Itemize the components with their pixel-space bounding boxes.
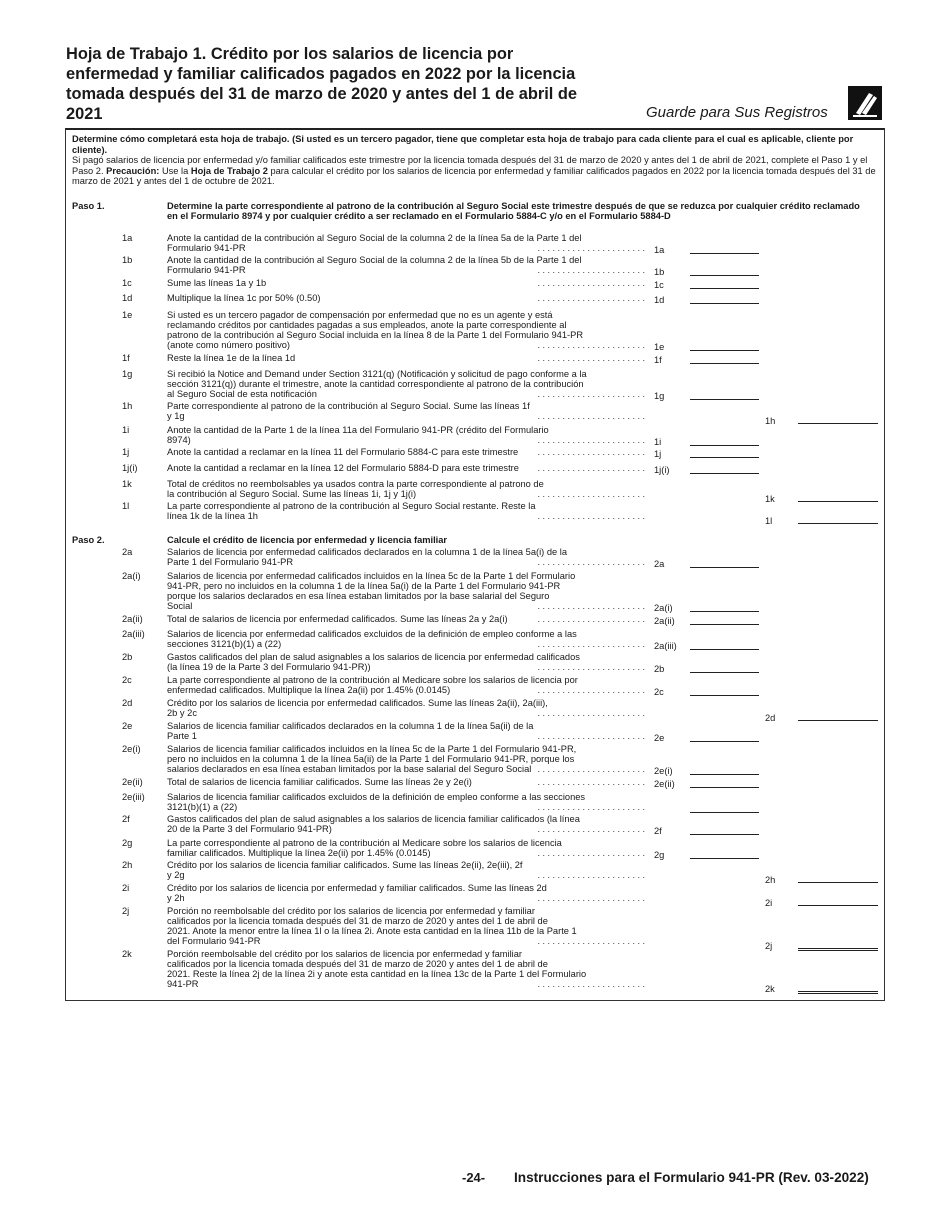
line-ref: 2e(i)	[654, 766, 673, 776]
line-ref: 1l	[765, 516, 773, 526]
line-1i	[0, 425, 950, 445]
step2-label: Paso 2.	[72, 535, 105, 545]
line-ref: 2k	[765, 984, 775, 994]
step2-heading: Calcule el crédito de licencia por enfermedad y licencia familiar	[167, 535, 448, 545]
amount-field[interactable]	[798, 981, 878, 994]
amount-field[interactable]	[690, 278, 759, 289]
amount-field[interactable]	[690, 639, 759, 650]
line-text: La parte correspondiente al patrono de la contribución al Seguro Social restante. Reste la línea 1k de la línea 1h	[167, 501, 536, 521]
line-number: 2g	[122, 838, 133, 848]
line-text: Gastos calificados del plan de salud asignables a los salarios de licencia familiar calificados (la línea 20 de la Parte 3 del Formulario 941-PR)	[167, 814, 580, 834]
line-2e(i)	[0, 744, 950, 774]
amount-field[interactable]	[690, 389, 759, 400]
line-number: 2a(iii)	[122, 629, 145, 639]
line-text: Salarios de licencia familiar calificados declarados en la columna 1 de la línea 5a(ii) de la Parte 1	[167, 721, 534, 741]
amount-field[interactable]	[798, 513, 878, 524]
step1-heading: Determine la parte correspondiente al patrono de la contribución al Seguro Social este trimestre después de que se reduzca por cualquier crédito reclamado en el Formulario 8974 y por cualquier crédito a ser reclamado en el Formulario 5884-C y/o en el Formulario 5884-D	[167, 201, 860, 221]
line-ref: 1k	[765, 494, 775, 504]
line-text: Crédito por los salarios de licencia por enfermedad y familiar calificados. Sume las líneas 2d y 2h	[167, 883, 547, 903]
line-text: Multiplique la línea 1c por 50% (0.50)	[167, 293, 321, 303]
leader-dots: . . . . . . . . . . . . . . . . . . . . . .	[537, 802, 645, 812]
line-ref: 1h	[765, 416, 776, 426]
amount-field[interactable]	[690, 685, 759, 696]
line-ref: 2g	[654, 850, 665, 860]
line-ref: 2i	[765, 898, 773, 908]
line-2e(iii)	[0, 792, 950, 812]
worksheet-intro	[72, 134, 878, 187]
line-ref: 1f	[654, 355, 662, 365]
line-number: 1d	[122, 293, 133, 303]
amount-field[interactable]	[690, 447, 759, 458]
line-number: 2j	[122, 906, 130, 916]
line-text: Salarios de licencia por enfermedad calificados declarados en la columna 1 de la línea 5a(i) de la Parte 1 del Formulario 941-PR	[167, 547, 568, 567]
leader-dots: . . . . . . . . . . . . . . . . . . . . . .	[537, 435, 645, 445]
line-text: Anote la cantidad a reclamar en la línea 12 del Formulario 5884-D para este trimestre	[167, 463, 519, 473]
amount-field[interactable]	[690, 601, 759, 612]
line-ref: 2a(i)	[654, 603, 673, 613]
intro-body: Si pagó salarios de licencia por enfermedad y/o familiar calificados este trimestre por la licencia tomada después del 31 de marzo de 2020 y antes del 1 de abril de 2021, complete el Paso 1 y el Paso 2. Precaución: Use la Hoja de Trabajo 2 para calcular el crédito por los salarios de licencia por enfermedad y familiar calificados pagados en 2022 por la licencia tomada después del 31 de marzo de 2021 y antes del 1 de octubre de 2021.	[72, 155, 876, 186]
line-number: 1j(i)	[122, 463, 138, 473]
line-description	[167, 310, 645, 350]
amount-field[interactable]	[690, 824, 759, 835]
line-description	[167, 652, 645, 672]
line-number: 2e(iii)	[122, 792, 145, 802]
line-ref: 1c	[654, 280, 664, 290]
line-number: 2b	[122, 652, 133, 662]
line-text: Porción reembolsable del crédito por los salarios de licencia por enfermedad y familiar calificados por la licencia tomada después del 31 de marzo de 2020 y antes del 1 de abril de 2021. Reste la línea 2j de la línea 2i y anote esta cantidad en la línea 13c de la Parte 1 del Formulario 941-PR	[167, 949, 587, 989]
line-ref: 1a	[654, 245, 665, 255]
line-description	[167, 571, 645, 611]
amount-field[interactable]	[690, 802, 759, 813]
line-description	[167, 293, 645, 303]
line-number: 1k	[122, 479, 132, 489]
line-number: 2f	[122, 814, 130, 824]
line-number: 1b	[122, 255, 133, 265]
leader-dots: . . . . . . . . . . . . . . . . . . . . . .	[537, 731, 645, 741]
line-description	[167, 629, 645, 649]
line-description	[167, 744, 645, 774]
intro-heading: Determine cómo completará esta hoja de trabajo. (Si usted es un tercero pagador, tiene que completar esta hoja de trabajo para cada cliente para el cual es aplicable, cliente por cliente).	[72, 134, 854, 155]
line-number: 2i	[122, 883, 130, 893]
amount-field[interactable]	[690, 293, 759, 304]
line-text: Total de salarios de licencia por enfermedad calificados. Sume las líneas 2a y 2a(i)	[167, 614, 508, 624]
leader-dots: . . . . . . . . . . . . . . . . . . . . . .	[537, 601, 645, 611]
line-1j(i)	[0, 463, 950, 473]
amount-field[interactable]	[690, 265, 759, 276]
line-description	[167, 675, 645, 695]
leader-dots: . . . . . . . . . . . . . . . . . . . . . .	[537, 389, 645, 399]
line-1h	[0, 401, 950, 426]
leader-dots: . . . . . . . . . . . . . . . . . . . . . .	[537, 777, 645, 787]
line-ref: 2d	[765, 713, 776, 723]
leader-dots: . . . . . . . . . . . . . . . . . . . . . .	[537, 848, 645, 858]
line-2a(iii)	[0, 629, 950, 649]
line-description	[167, 447, 645, 457]
line-description	[167, 479, 645, 499]
line-description	[167, 883, 645, 903]
line-ref: 1j	[654, 449, 662, 459]
line-number: 1i	[122, 425, 130, 435]
leader-dots: . . . . . . . . . . . . . . . . . . . . . .	[537, 824, 645, 834]
line-description	[167, 401, 645, 421]
line-2a(i)	[0, 571, 950, 611]
line-2a(ii)	[0, 614, 950, 624]
line-ref: 1b	[654, 267, 665, 277]
amount-field[interactable]	[690, 463, 759, 474]
line-2h	[0, 860, 950, 885]
line-text: Salarios de licencia familiar calificados incluidos en la línea 5c de la Parte 1 del Formulario 941-PR, pero no incluidos en la columna 1 de la línea 5a(ii) de la Parte 1 del Formulario 941-PR, porque los salarios declarados en esa línea estaban limitados por la base salarial del Seguro Social	[167, 744, 577, 774]
line-number: 1l	[122, 501, 130, 511]
amount-field[interactable]	[798, 872, 878, 883]
line-description	[167, 547, 645, 567]
line-text: Si usted es un tercero pagador de compensación por enfermedad que no es un agente y está reclamando créditos por cantidades pagadas a sus empleados, anote la parte correspondiente al patrono de la contribución al Seguro Social incluida en la línea 8 de la Parte 1 del Formulario 941-PR (anote como número positivo)	[167, 310, 584, 350]
line-number: 2a(i)	[122, 571, 141, 581]
line-number: 1j	[122, 447, 130, 457]
line-description	[167, 233, 645, 253]
line-description	[167, 721, 645, 741]
line-1c	[0, 278, 950, 288]
line-1g	[0, 369, 950, 399]
leader-dots: . . . . . . . . . . . . . . . . . . . . . .	[537, 936, 645, 946]
worksheet-title: Hoja de Trabajo 1. Crédito por los salarios de licencia por enfermedad y familiar calificados pagados en 2022 por la licencia tomada después del 31 de marzo de 2020 y antes del 1 de abril de 2021	[66, 45, 578, 123]
line-number: 2c	[122, 675, 132, 685]
line-text: Anote la cantidad de la contribución al Seguro Social de la columna 2 de la línea 5b de la Parte 1 del Formulario 941-PR	[167, 255, 582, 275]
line-1l	[0, 501, 950, 526]
line-1f	[0, 353, 950, 363]
line-ref: 1i	[654, 437, 662, 447]
line-number: 2h	[122, 860, 133, 870]
line-ref: 2a	[654, 559, 665, 569]
line-description	[167, 860, 645, 880]
leader-dots: . . . . . . . . . . . . . . . . . . . . . .	[537, 463, 645, 473]
line-number: 2k	[122, 949, 132, 959]
line-description	[167, 698, 645, 718]
amount-field[interactable]	[690, 353, 759, 364]
line-2f	[0, 814, 950, 834]
line-description	[167, 614, 645, 624]
line-text: Salarios de licencia familiar calificados excluidos de la definición de empleo conforme a las secciones 3121(b)(1) a (22)	[167, 792, 586, 812]
line-1d	[0, 293, 950, 303]
line-description	[167, 278, 645, 288]
worksheet2-ref: Hoja de Trabajo 2	[190, 165, 268, 176]
line-text: La parte correspondiente al patrono de la contribución al Medicare sobre los salarios de licencia por enfermedad calificados. Multiplique la línea 2a(ii) por 1.45% (0.0145)	[167, 675, 578, 695]
line-ref: 2h	[765, 875, 776, 885]
page-number: -24-	[462, 1170, 486, 1185]
leader-dots: . . . . . . . . . . . . . . . . . . . . . .	[537, 511, 645, 521]
line-2k	[0, 949, 950, 994]
line-2g	[0, 838, 950, 858]
line-ref: 1j(i)	[654, 465, 670, 475]
line-ref: 2j	[765, 941, 773, 951]
line-description	[167, 814, 645, 834]
line-number: 1h	[122, 401, 133, 411]
line-description	[167, 353, 645, 363]
line-description	[167, 949, 645, 989]
amount-field[interactable]	[690, 614, 759, 625]
line-ref: 2b	[654, 664, 665, 674]
line-number: 1f	[122, 353, 130, 363]
line-number: 1e	[122, 310, 133, 320]
line-1j	[0, 447, 950, 457]
line-2j	[0, 906, 950, 951]
line-text: Parte correspondiente al patrono de la contribución al Seguro Social. Sume las líneas 1f y 1g	[167, 401, 530, 421]
line-description	[167, 255, 645, 275]
line-text: Reste la línea 1e de la línea 1d	[167, 353, 296, 363]
line-description	[167, 369, 645, 399]
line-number: 1g	[122, 369, 133, 379]
line-text: Gastos calificados del plan de salud asignables a los salarios de licencia por enfermedad calificados (la línea 19 de la Parte 3 del Formulario 941-PR))	[167, 652, 580, 672]
line-ref: 1d	[654, 295, 665, 305]
line-number: 2a(ii)	[122, 614, 143, 624]
amount-field[interactable]	[690, 731, 759, 742]
leader-dots: . . . . . . . . . . . . . . . . . . . . . .	[537, 614, 645, 624]
line-number: 2e	[122, 721, 133, 731]
line-description	[167, 777, 645, 787]
line-text: Total de créditos no reembolsables ya usados contra la parte correspondiente al patrono de la contribución al Seguro Social. Sume las líneas 1i, 1j y 1j(i)	[167, 479, 544, 499]
line-description	[167, 792, 645, 812]
footer-title: Instrucciones para el Formulario 941-PR (Rev. 03-2022)	[514, 1170, 869, 1185]
line-1a	[0, 233, 950, 253]
line-text: Anote la cantidad de la Parte 1 de la línea 11a del Formulario 941-PR (crédito del Formulario 8974)	[167, 425, 549, 445]
line-description	[167, 425, 645, 445]
line-text: Total de salarios de licencia familiar calificados. Sume las líneas 2e y 2e(i)	[167, 777, 472, 787]
line-text: Salarios de licencia por enfermedad calificados incluidos en la línea 5c de la Parte 1 del Formulario 941-PR, pero no incluidos en la columna 1 de la línea 5a(i) de la Parte 1 del Formulario 941-PR porque los salarios declarados en esa línea estaban limitados por la base salarial del Seguro Social	[167, 571, 576, 611]
line-2e	[0, 721, 950, 741]
amount-field[interactable]	[690, 557, 759, 568]
line-ref: 2a(ii)	[654, 616, 675, 626]
line-number: 1c	[122, 278, 132, 288]
leader-dots: . . . . . . . . . . . . . . . . . . . . . .	[537, 764, 645, 774]
leader-dots: . . . . . . . . . . . . . . . . . . . . . .	[537, 265, 645, 275]
line-2a	[0, 547, 950, 567]
line-text: Porción no reembolsable del crédito por los salarios de licencia por enfermedad y familiar calificados por la licencia tomada después del 31 de marzo de 2020 y antes del 1 de abril de 2021. Anote la menor entre la línea 1l o la línea 2i. Anote esta cantidad en la línea 11b de la Parte 1 del Formulario 941-PR	[167, 906, 577, 946]
pen-records-icon	[848, 86, 882, 120]
line-description	[167, 838, 645, 858]
leader-dots: . . . . . . . . . . . . . . . . . . . . . .	[537, 893, 645, 903]
leader-dots: . . . . . . . . . . . . . . . . . . . . . .	[537, 662, 645, 672]
line-number: 2e(ii)	[122, 777, 143, 787]
line-description	[167, 463, 645, 473]
line-ref: 1e	[654, 342, 665, 352]
leader-dots: . . . . . . . . . . . . . . . . . . . . . .	[537, 293, 645, 303]
amount-field[interactable]	[690, 777, 759, 788]
line-text: Sume las líneas 1a y 1b	[167, 278, 267, 288]
leader-dots: . . . . . . . . . . . . . . . . . . . . . .	[537, 278, 645, 288]
line-ref: 2c	[654, 687, 664, 697]
line-1e	[0, 310, 950, 350]
line-text: Crédito por los salarios de licencia por enfermedad calificados. Sume las líneas 2a(ii), 2a(iii), 2b y 2c	[167, 698, 548, 718]
leader-dots: . . . . . . . . . . . . . . . . . . . . . .	[537, 557, 645, 567]
amount-field[interactable]	[690, 340, 759, 351]
line-ref: 2a(iii)	[654, 641, 677, 651]
leader-dots: . . . . . . . . . . . . . . . . . . . . . .	[537, 870, 645, 880]
leader-dots: . . . . . . . . . . . . . . . . . . . . . .	[537, 489, 645, 499]
line-text: Crédito por los salarios de licencia familiar calificados. Sume las líneas 2e(ii), 2e(iii), 2f y 2g	[167, 860, 523, 880]
leader-dots: . . . . . . . . . . . . . . . . . . . . . .	[537, 243, 645, 253]
line-2d	[0, 698, 950, 723]
line-2c	[0, 675, 950, 695]
line-ref: 2e	[654, 733, 665, 743]
line-text: Anote la cantidad a reclamar en la línea 11 del Formulario 5884-C para este trimestre	[167, 447, 519, 457]
line-1b	[0, 255, 950, 275]
amount-field[interactable]	[798, 895, 878, 906]
line-text: La parte correspondiente al patrono de la contribución al Medicare sobre los salarios de licencia familiar calificados. Multiplique la línea 2e(ii) por 1.45% (0.0145)	[167, 838, 562, 858]
line-text: Si recibió la Notice and Demand under Section 3121(q) (Notificación y solicitud de pago conforme a la sección 3121(q)) durante el trimestre, anote la cantidad correspondiente al patrono de la contribución al Seguro Social de esta notificación	[167, 369, 587, 399]
amount-field[interactable]	[690, 243, 759, 254]
leader-dots: . . . . . . . . . . . . . . . . . . . . . .	[537, 639, 645, 649]
leader-dots: . . . . . . . . . . . . . . . . . . . . . .	[537, 708, 645, 718]
caution-label: Precaución:	[106, 165, 160, 176]
leader-dots: . . . . . . . . . . . . . . . . . . . . . .	[537, 979, 645, 989]
line-2i	[0, 883, 950, 908]
line-2b	[0, 652, 950, 672]
leader-dots: . . . . . . . . . . . . . . . . . . . . . .	[537, 340, 645, 350]
line-ref: 2e(ii)	[654, 779, 675, 789]
amount-field[interactable]	[690, 848, 759, 859]
amount-field[interactable]	[690, 764, 759, 775]
step1-label: Paso 1.	[72, 201, 105, 211]
line-ref: 2f	[654, 826, 662, 836]
line-number: 2d	[122, 698, 133, 708]
line-number: 2a	[122, 547, 133, 557]
line-text: Salarios de licencia por enfermedad calificados excluidos de la definición de empleo conforme a las secciones 3121(b)(1) a (22)	[167, 629, 577, 649]
amount-field[interactable]	[690, 435, 759, 446]
amount-field[interactable]	[690, 662, 759, 673]
line-number: 2e(i)	[122, 744, 141, 754]
amount-field[interactable]	[798, 710, 878, 721]
line-description	[167, 501, 645, 521]
line-ref: 1g	[654, 391, 665, 401]
keep-for-records-label: Guarde para Sus Registros	[646, 104, 828, 121]
amount-field[interactable]	[798, 413, 878, 424]
leader-dots: . . . . . . . . . . . . . . . . . . . . . .	[537, 411, 645, 421]
leader-dots: . . . . . . . . . . . . . . . . . . . . . .	[537, 685, 645, 695]
line-1k	[0, 479, 950, 504]
line-number: 1a	[122, 233, 133, 243]
line-2e(ii)	[0, 777, 950, 787]
leader-dots: . . . . . . . . . . . . . . . . . . . . . .	[537, 353, 645, 363]
line-text: Anote la cantidad de la contribución al Seguro Social de la columna 2 de la línea 5a de la Parte 1 del Formulario 941-PR	[167, 233, 582, 253]
line-description	[167, 906, 645, 946]
leader-dots: . . . . . . . . . . . . . . . . . . . . . .	[537, 447, 645, 457]
